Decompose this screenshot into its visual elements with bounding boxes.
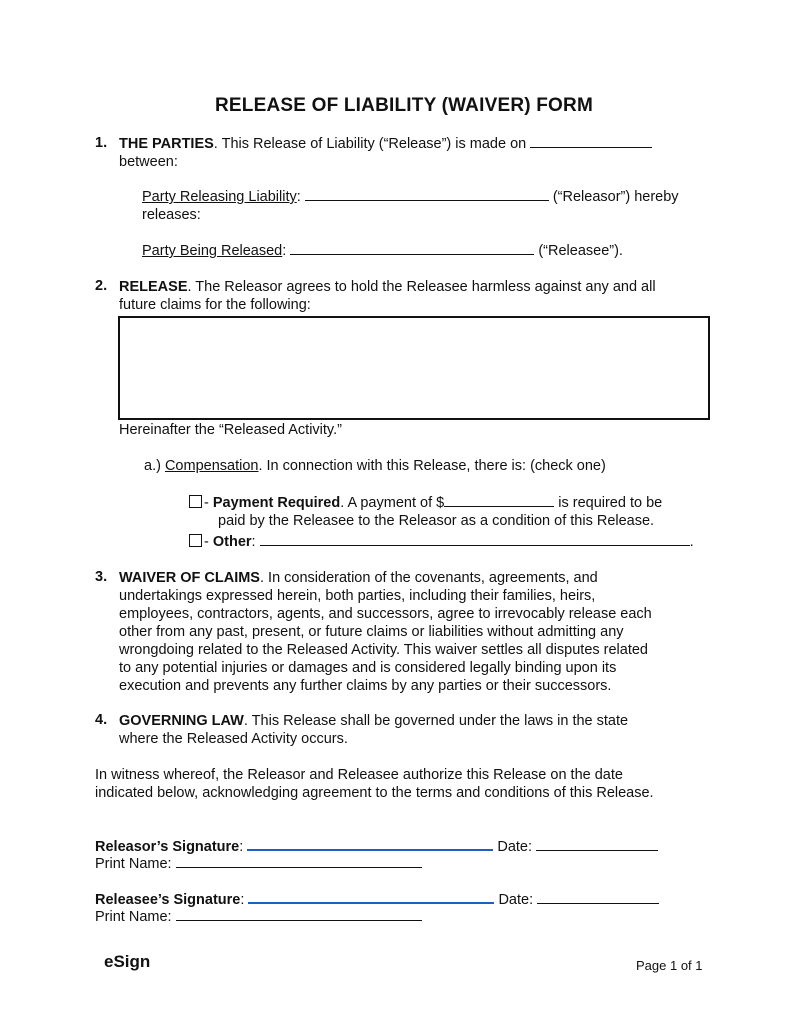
- section-3-heading: WAIVER OF CLAIMS: [119, 570, 260, 586]
- releasor-signature-label: Releasor’s Signature: [95, 839, 240, 855]
- section-2-heading: RELEASE: [119, 279, 188, 295]
- witness-text-2: indicated below, acknowledging agreement to the terms and conditions of this Release.: [95, 785, 654, 801]
- section-4-number: 4.: [95, 712, 108, 728]
- releasee-print-name-field[interactable]: [176, 908, 422, 921]
- payment-dash: -: [204, 495, 209, 511]
- payment-text-after: is required to be: [558, 495, 663, 511]
- releasee-signature-field[interactable]: [248, 890, 494, 904]
- payment-text-2: paid by the Releasee to the Releasor as a condition of this Release.: [218, 513, 655, 529]
- releasee-name-field[interactable]: [290, 242, 534, 255]
- releasor-name-field[interactable]: [305, 188, 549, 201]
- witness-text-1: In witness whereof, the Releasor and Releasee authorize this Release on the date: [95, 767, 623, 783]
- section-1-heading: THE PARTIES: [119, 136, 214, 152]
- payment-required-checkbox[interactable]: [189, 495, 202, 508]
- payment-required-option: [189, 494, 662, 512]
- other-dash: -: [204, 534, 209, 550]
- releasee-print-name-line: [95, 908, 422, 926]
- releasor-label: Party Releasing Liability: [142, 189, 297, 205]
- releasee-date-field[interactable]: [537, 891, 659, 904]
- other-checkbox[interactable]: [189, 534, 202, 547]
- payment-text: . A payment of $: [340, 495, 445, 511]
- releasor-date-label: Date:: [497, 839, 533, 855]
- releasee-label: Party Being Released: [142, 243, 283, 259]
- releasor-line: [142, 188, 679, 206]
- section-3-number: 3.: [95, 569, 108, 585]
- section-3-text-7: execution and prevents any further claims by any parties or their successors.: [119, 678, 612, 694]
- section-4-heading: GOVERNING LAW: [119, 713, 244, 729]
- releasor-colon: :: [296, 189, 301, 205]
- section-1-text-2: between:: [119, 154, 178, 170]
- section-4-line: [119, 712, 628, 730]
- released-activity-textbox[interactable]: [118, 316, 710, 420]
- section-2-number: 2.: [95, 278, 108, 294]
- releasor-print-name-label: Print Name:: [95, 856, 172, 872]
- section-4-text-2: where the Released Activity occurs.: [119, 731, 348, 747]
- other-heading: Other: [212, 534, 252, 550]
- section-3-text-4: other from any past, present, or future claims or liabilities without admitting any: [119, 624, 624, 640]
- section-2-line: [119, 278, 656, 296]
- section-3-text-1: . In consideration of the covenants, agreements, and: [259, 570, 598, 586]
- compensation-text: . In connection with this Release, there is: (check one): [258, 458, 606, 474]
- section-2-text-2: future claims for the following:: [119, 297, 311, 313]
- releasee-signature-label: Releasee’s Signature: [95, 892, 241, 908]
- section-2-text: . The Releasor agrees to hold the Releasee harmless against any and all: [187, 279, 656, 295]
- releasor-date-field[interactable]: [536, 838, 658, 851]
- releasor-suffix: (“Releasor”) hereby: [552, 189, 679, 205]
- releasee-date-label: Date:: [498, 892, 534, 908]
- payment-required-heading: Payment Required: [212, 495, 341, 511]
- section-3-text-3: employees, contractors, agents, and successors, agree to irrevocably release each: [119, 606, 652, 622]
- page-number: Page 1 of 1: [636, 958, 703, 973]
- releasor-suffix-2: releases:: [142, 207, 201, 223]
- releasor-print-name-line: [95, 855, 422, 873]
- releasor-signature-line: [95, 837, 658, 856]
- other-colon: :: [251, 534, 256, 550]
- compensation-label: Compensation: [164, 458, 259, 474]
- releasor-signature-colon: :: [239, 839, 244, 855]
- section-1-number: 1.: [95, 135, 108, 151]
- section-3-text-5: wrongdoing related to the Released Activity. This waiver settles all disputes related: [119, 642, 648, 658]
- releasor-print-name-field[interactable]: [176, 855, 422, 868]
- other-end: .: [689, 534, 694, 550]
- compensation-line: [144, 457, 606, 475]
- payment-amount-field[interactable]: [444, 494, 554, 507]
- release-date-field[interactable]: [530, 135, 652, 148]
- releasee-print-name-label: Print Name:: [95, 909, 172, 925]
- other-field[interactable]: [260, 533, 690, 546]
- section-4-text: . This Release shall be governed under the laws in the state: [243, 713, 629, 729]
- releasee-signature-colon: :: [240, 892, 245, 908]
- section-1-text: . This Release of Liability (“Release”) is made on: [213, 136, 527, 152]
- other-option: [189, 533, 694, 551]
- esign-logo: eSign: [104, 952, 151, 971]
- releasee-line: [142, 242, 623, 260]
- hereinafter-text: Hereinafter the “Released Activity.”: [119, 422, 342, 438]
- releasee-signature-line: [95, 890, 659, 909]
- section-1-line: [119, 135, 652, 153]
- document-title: RELEASE OF LIABILITY (WAIVER) FORM: [214, 95, 593, 116]
- releasee-suffix: (“Releasee”).: [538, 243, 623, 259]
- releasor-signature-field[interactable]: [247, 837, 493, 851]
- section-3-text-2: undertakings expressed herein, both parties, including their families, heirs,: [119, 588, 596, 604]
- releasee-colon: :: [282, 243, 287, 259]
- section-3-line-1: [119, 569, 598, 587]
- section-3-text-6: to any potential injuries or damages and is considered legally binding upon its: [119, 660, 617, 676]
- compensation-prefix: a.): [144, 458, 161, 474]
